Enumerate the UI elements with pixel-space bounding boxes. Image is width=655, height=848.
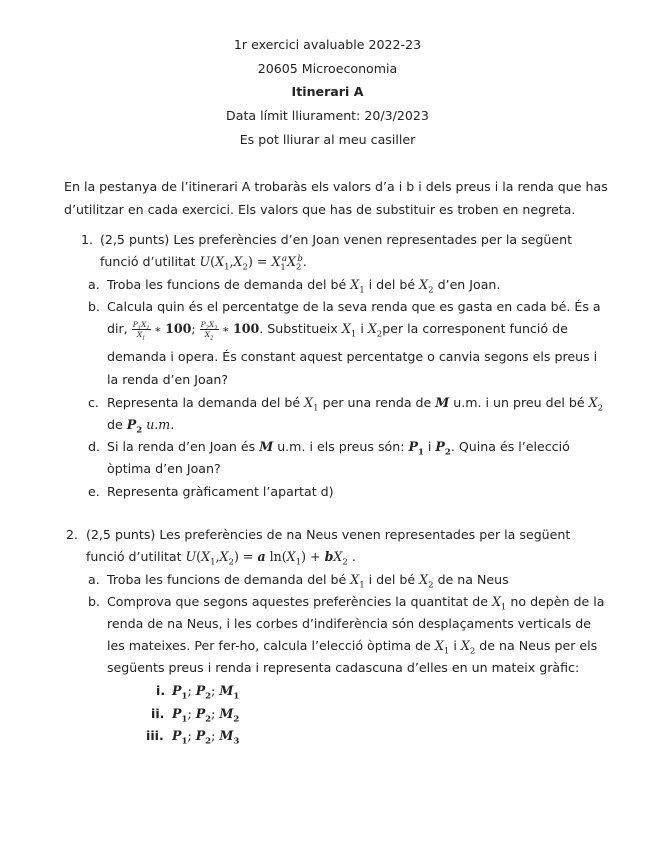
q2b-item-i-values: $P_1$; $P_2$; $M_1$ — [172, 683, 240, 702]
q1c-marker: c. — [88, 395, 99, 410]
header-submission: Es pot lliurar al meu casiller — [239, 132, 416, 147]
q1e-marker: e. — [88, 484, 100, 499]
q1-number: 1. — [81, 232, 94, 247]
header-course-line: 1r exercici avaluable 2022-23 — [233, 37, 422, 52]
q1c-line-2: de $P_2$ u.m. — [107, 417, 175, 436]
header-itinerary: Itinerari A — [291, 84, 364, 99]
q2b-item-iii-values: $P_1$; $P_2$; $M_3$ — [172, 728, 240, 747]
intro-line-1: En la pestanya de l’itinerari A trobaràs els valors d’a i b i dels preus i la renda que has — [64, 179, 608, 194]
header-deadline: Data límit lliurament: 20/3/2023 — [226, 108, 429, 123]
q1c-line-1: Representa la demanda del bé $X_1$ per una renda de M u.m. i un preu del bé $X_2$ — [107, 395, 604, 414]
q2-utility-formula: U — [185, 549, 197, 564]
q1-statement-line-1: (2,5 punts) Les preferències d’en Joan venen representades per la següent — [100, 232, 573, 247]
q2a-text: Troba les funcions de demanda del bé $X_1$ i del bé $X_2$ de na Neus — [107, 572, 509, 591]
q2b-marker: b. — [88, 594, 100, 609]
intro-line-2: d’utilitzar en cada exercici. Els valors que has de substituir es troben en negreta. — [64, 202, 576, 217]
q1b-fraction-1: $\frac{P_1X_1}{X_1}$ — [132, 320, 150, 342]
q1d-marker: d. — [88, 439, 100, 454]
q2b-item-i-marker: i. — [156, 683, 166, 698]
q2b-item-ii-values: $P_1$; $P_2$; $M_2$ — [172, 706, 240, 725]
q1b-line-1: Calcula quin és el percentatge de la seva renda que es gasta en cada bé. És a — [107, 299, 601, 314]
q1a-text: Troba les funcions de demanda del bé $X_1$ i del bé $X_2$ d’en Joan. — [107, 277, 501, 296]
q1-statement-line-2: funció d’utilitat $U(X_1,X_2) = X_1^aX_2^b$. — [100, 253, 307, 273]
q2b-line-4: següents preus i renda i representa cadascuna d’elles en un mateix gràfic: — [107, 660, 580, 675]
q1a-marker: a. — [88, 277, 100, 292]
header-subject: 20605 Microeconomia — [257, 61, 398, 76]
q2a-marker: a. — [88, 572, 100, 587]
q2b-item-ii-marker: ii. — [151, 706, 165, 721]
q1d-line-1: Si la renda d’en Joan és M u.m. i els preus són: $P_1$ i $P_2$. Quina és l’elecció — [107, 439, 570, 458]
q2-statement-line-2: funció d’utilitat $U(X_1,X_2) = a$ $\ln(X_1) + bX_2$ . — [86, 549, 356, 568]
q2-number: 2. — [66, 527, 79, 542]
q1b-line-4: la renda d’en Joan? — [107, 372, 229, 387]
q1d-line-2: òptima d’en Joan? — [107, 461, 221, 476]
q1b-line-2: dir, $\frac{P_1X_1}{X_1}$ ∗ 100; $\frac{P_2X_2}{X_2}$ ∗ 100. Substitueix $X_1$ i $X_2per$ la corresponent funció de — [107, 320, 568, 342]
q2b-item-iii-marker: iii. — [146, 728, 164, 743]
q1b-line-3: demanda i opera. És constant aquest percentatge o canvia segons els preus i — [107, 349, 598, 364]
q1b-fraction-2: $\frac{P_2X_2}{X_2}$ — [200, 320, 218, 342]
q1e-line-1: Representa gràficament l’apartat d) — [107, 484, 334, 499]
q2b-line-1: Comprova que segons aquestes preferències la quantitat de $X_1$ no depèn de la — [107, 594, 605, 613]
q1b-marker: b. — [88, 299, 100, 314]
q2b-line-2: renda de na Neus, i les corbes d’indiferència són desplaçaments verticals de — [107, 616, 592, 631]
q2b-line-3: les mateixes. Per fer-ho, calcula l’elecció òptima de $X_1$ i $X_2$ de na Neus per els — [107, 638, 598, 657]
q2-statement-line-1: (2,5 punts) Les preferències de na Neus venen representades per la següent — [86, 527, 571, 542]
q1-utility-formula: U — [199, 254, 211, 269]
